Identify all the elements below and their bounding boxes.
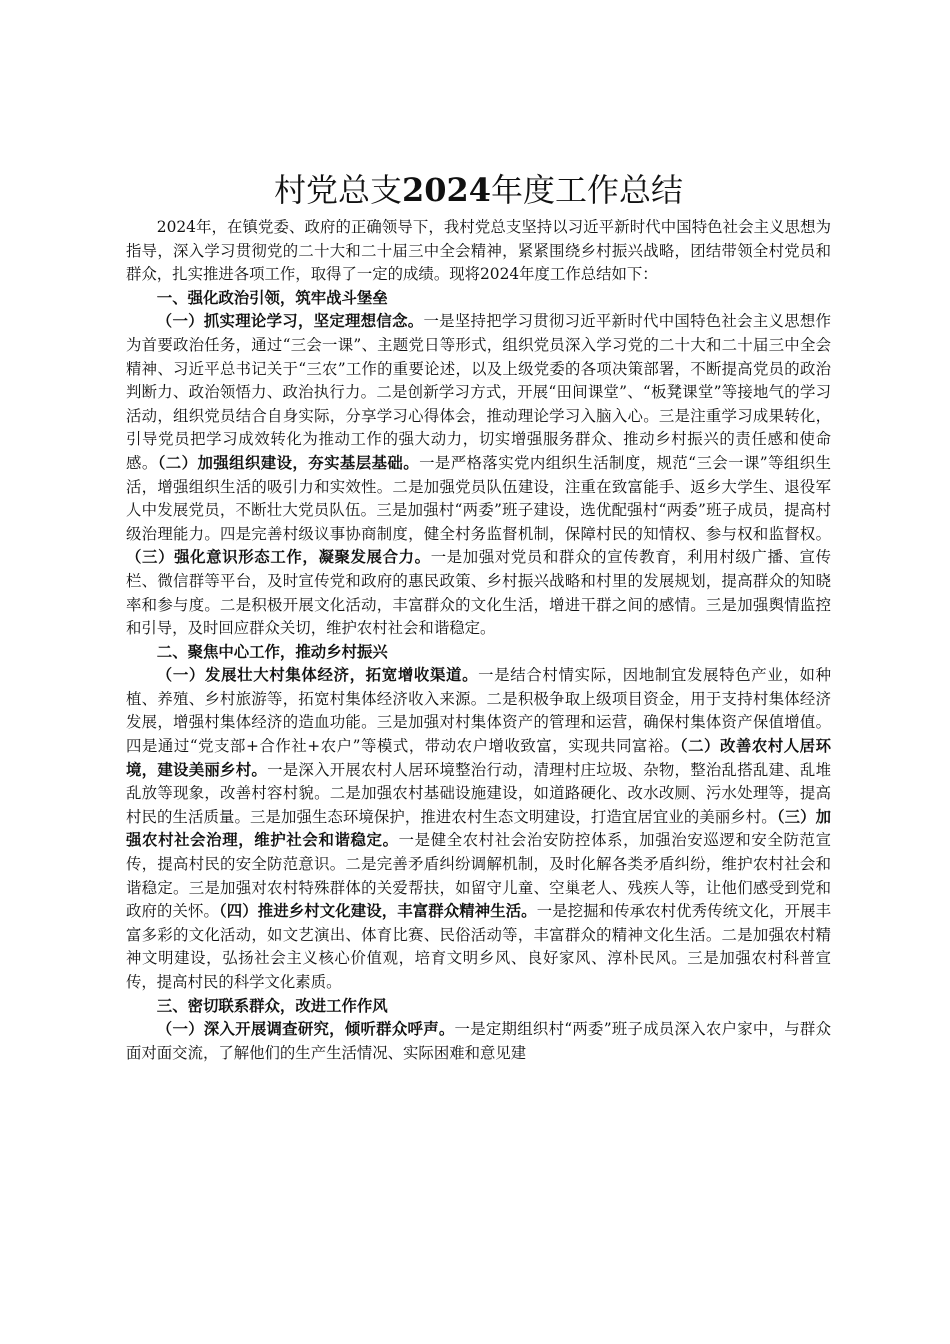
subheading: （三）强化意识形态工作，凝聚发展合力。: [126, 548, 431, 567]
section-2-paragraph: [126, 664, 831, 994]
body-text: 一是健全农村社会治安防控体系，加强治安巡逻和安全防范宣传，提高村民的安全防范意识。二是完善矛盾纠纷调解机制，及时化解各类矛盾纠纷，维护农村社会和谐稳定。三是加强对农村特殊群体的关爱帮扶，如留守儿童、空巢老人、残疾人等，让他们感受到党和政府的关怀。: [126, 831, 831, 921]
document-page: [126, 168, 831, 1065]
title-prefix: 村党总支: [273, 171, 402, 209]
document-title: [126, 168, 831, 212]
subheading: （二）改善农村人居环境，建设美丽乡村。: [126, 737, 831, 779]
section-1-paragraph: [126, 310, 831, 640]
section-heading-2: 二、聚焦中心工作，推动乡村振兴: [156, 642, 388, 661]
body-text: 一是坚持把学习贯彻习近平新时代中国特色社会主义思想作为首要政治任务，通过“三会一课”、主题党日等形式，组织党员深入学习党的二十大和二十届三中全会精神、习近平总书记关于“三农”工作的重要论述，以及上级党委的各项决策部署，不断提高党员的政治判断力、政治领悟力、政治执行力。二是创新学习方式，开展“田间课堂”、“板凳课堂”等接地气的学习活动，组织党员结合自身实际，分享学习心得体会，推动理论学习入脑入心。三是注重学习成果转化，引导党员把学习成效转化为推动工作的强大动力，切实增强服务群众、推动乡村振兴的责任感和使命感。: [126, 312, 831, 472]
title-year: 2024: [401, 171, 492, 209]
body-text: 一是严格落实党内组织生活制度，规范“三会一课”等组织生活，增强组织生活的吸引力和实效性。二是加强党员队伍建设，注重在致富能手、返乡大学生、退役军人中发展党员，不断壮大党员队伍。三是加强村“两委”班子建设，选优配强村“两委”班子成员，提高村级治理能力。四是完善村级议事协商制度，健全村务监督机制，保障村民的知情权、参与权和监督权。: [126, 453, 831, 543]
body-text: 一是深入开展农村人居环境整治行动，清理村庄垃圾、杂物，整治乱搭乱建、乱堆乱放等现象，改善村容村貌。二是加强农村基础设施建设，如道路硬化、改水改厕、污水处理等，提高村民的生活质量。三是加强生态环境保护，推进农村生态文明建设，打造宜居宜业的美丽乡村。: [126, 760, 831, 826]
body-text: 一是结合村情实际，因地制宜发展特色产业，如种植、养殖、乡村旅游等，拓宽村集体经济收入来源。二是积极争取上级项目资金，用于支持村集体经济发展，增强村集体经济的造血功能。三是加强对村集体资产的管理和运营，确保村集体资产保值增值。四是通过“党支部+合作社+农户”等模式，带动农户增收致富，实现共同富裕。: [126, 666, 831, 756]
subheading: （一）深入开展调查研究，倾听群众呼声。: [156, 1020, 455, 1039]
subheading: （三）加强农村社会治理，维护社会和谐稳定。: [126, 807, 831, 850]
subheading: （一）发展壮大村集体经济，拓宽增收渠道。: [156, 666, 479, 685]
body-text: 一是定期组织村“两委”班子成员深入农户家中，与群众面对面交流，了解他们的生产生活情况、实际困难和意见建: [126, 1020, 831, 1062]
body-text: 一是加强对党员和群众的宣传教育，利用村级广播、宣传栏、微信群等平台，及时宣传党和政府的惠民政策、乡村振兴战略和村里的发展规划，提高群众的知晓率和参与度。二是积极开展文化活动，丰富群众的文化生活，增进干群之间的感情。三是加强舆情监控和引导，及时回应群众关切，维护农村社会和谐稳定。: [126, 548, 831, 638]
section-heading-1: 一、强化政治引领，筑牢战斗堡垒: [156, 288, 388, 307]
section-3-paragraph: [126, 1018, 831, 1065]
subheading: （四）推进乡村文化建设，丰富群众精神生活。: [218, 902, 537, 921]
section-heading-3: 三、密切联系群众，改进工作作风: [156, 996, 388, 1015]
intro-paragraph: 2024年，在镇党委、政府的正确领导下，我村党总支坚持以习近平新时代中国特色社会主义思想为指导，深入学习贯彻党的二十大和二十届三中全会精神，紧紧围绕乡村振兴战略，团结带领全村党员和群众，扎实推进各项工作，取得了一定的成绩。现将2024年度工作总结如下：: [126, 218, 831, 284]
title-suffix: 年度工作总结: [491, 171, 684, 209]
body-text: 一是挖掘和传承农村优秀传统文化，开展丰富多彩的文化活动，如文艺演出、体育比赛、民俗活动等，丰富群众的精神文化生活。二是加强农村精神文明建设，弘扬社会主义核心价值观，培育文明乡风、良好家风、淳朴民风。三是加强农村科普宣传，提高村民的科学文化素质。: [126, 902, 831, 991]
subheading: （二）加强组织建设，夯实基层基础。: [157, 453, 420, 472]
subheading: （一）抓实理论学习，坚定理想信念。: [156, 312, 424, 331]
